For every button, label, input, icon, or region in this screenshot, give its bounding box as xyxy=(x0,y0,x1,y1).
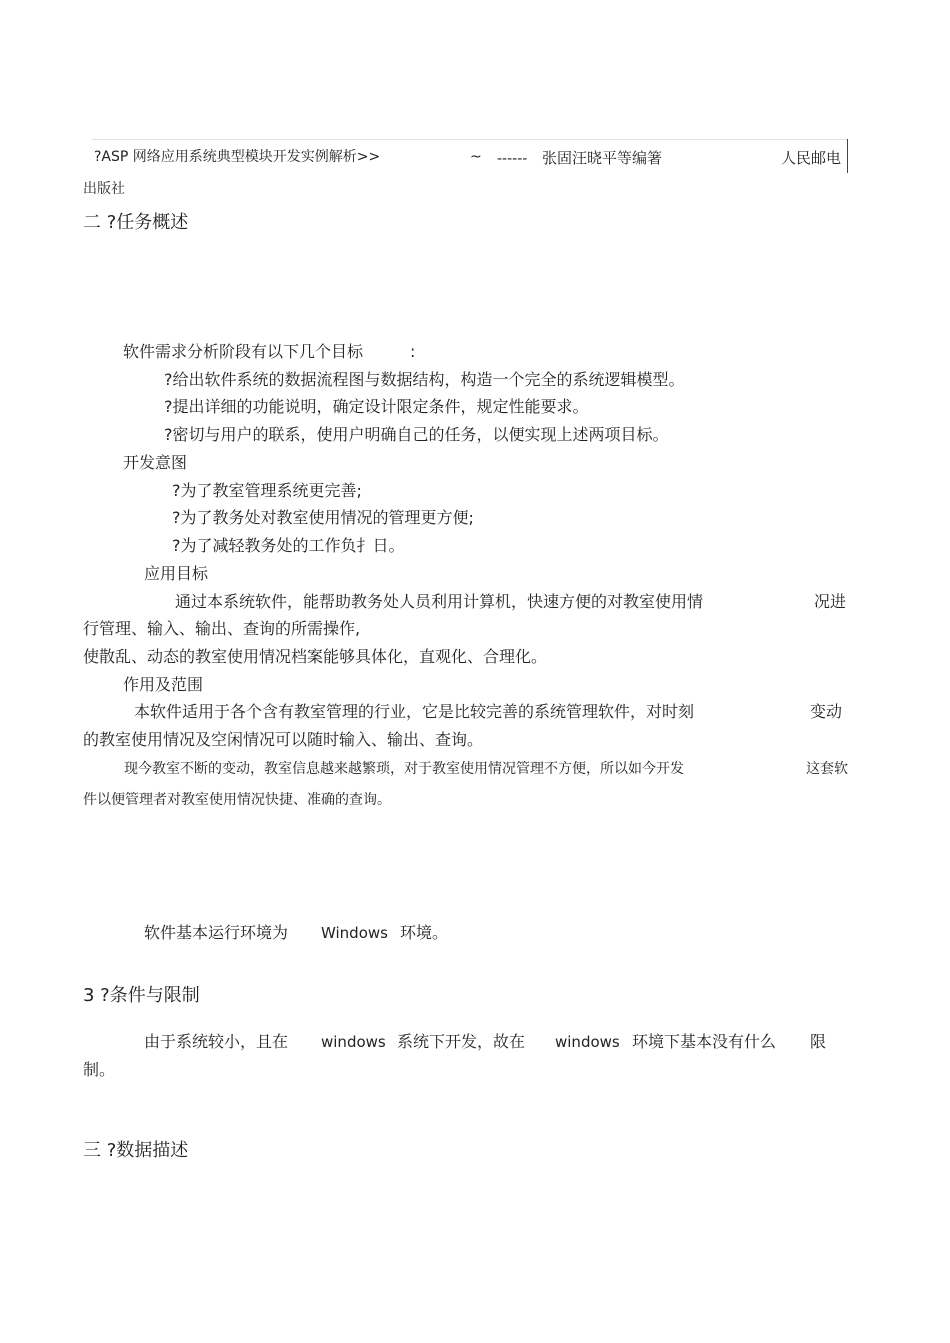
goal-item: ?给出软件系统的数据流程图与数据结构，构造一个完全的系统逻辑模型。 xyxy=(164,370,685,389)
reference-title: ?ASP 网络应用系统典型模块开发实例解析>> xyxy=(94,149,381,165)
conditions-windows: windows xyxy=(555,1033,620,1051)
section-heading-conditions: 3 ?条件与限制 xyxy=(83,985,200,1006)
goal-item: ?密切与用户的联系，使用户明确自己的任务，以便实现上述两项目标。 xyxy=(164,425,669,444)
conditions-text-line2: 制。 xyxy=(83,1060,116,1079)
intent-item: ?为了减轻教务处的工作负扌日。 xyxy=(172,536,405,555)
app-goal-text-line3: 使散乱、动态的教室使用情况档案能够具体化，直观化、合理化。 xyxy=(83,647,548,666)
conditions-text: 由于系统较小，且在 xyxy=(144,1032,289,1051)
scope-text-line2: 的教室使用情况及空闲情况可以随时输入、输出、查询。 xyxy=(83,730,484,749)
environment-prefix: 软件基本运行环境为 xyxy=(144,923,289,942)
environment-suffix: 环境。 xyxy=(400,923,449,942)
scope-text: 本软件适用于各个含有教室管理的行业，它是比较完善的系统管理软件，对时刻 xyxy=(134,702,695,721)
section-heading-data-description: 三 ?数据描述 xyxy=(83,1140,189,1161)
intent-item: ?为了教务处对教室使用情况的管理更方便; xyxy=(172,508,474,527)
environment-windows: Windows xyxy=(321,924,388,942)
conditions-text-end: 限 xyxy=(810,1032,827,1051)
reference-publisher-cont: 出版社 xyxy=(83,181,125,197)
goals-intro: 软件需求分析阶段有以下几个目标 xyxy=(123,342,364,361)
section-heading-task-overview: 二 ?任务概述 xyxy=(83,212,189,233)
intent-heading: 开发意图 xyxy=(123,453,188,472)
conditions-windows: windows xyxy=(321,1033,386,1051)
intent-item: ?为了教室管理系统更完善; xyxy=(172,481,362,500)
background-text-end: 这套软 xyxy=(806,761,848,777)
conditions-text: 系统下开发，故在 xyxy=(397,1032,526,1051)
reference-publisher: 人民邮电 xyxy=(781,149,842,167)
reference-dashes: ------ xyxy=(497,151,528,167)
scope-heading: 作用及范围 xyxy=(123,675,204,694)
goal-item: ?提出详细的功能说明，确定设计限定条件，规定性能要求。 xyxy=(164,397,589,416)
goals-colon: : xyxy=(410,342,416,361)
app-goal-text: 通过本系统软件，能帮助教务处人员利用计算机，快速方便的对教室使用情 xyxy=(175,592,704,611)
conditions-text: 环境下基本没有什么 xyxy=(632,1032,777,1051)
app-goal-text-line2: 行管理、输入、输出、查询的所需操作, xyxy=(83,619,361,638)
header-rule xyxy=(92,139,848,140)
scope-text-end: 变动 xyxy=(810,702,843,721)
reference-authors: 张固汪晓平等编箸 xyxy=(542,149,663,167)
app-goal-text-end: 况进 xyxy=(814,592,847,611)
reference-tilde: ~ xyxy=(470,149,482,165)
header-rule-right xyxy=(847,139,848,173)
background-text: 现今教室不断的变动，教室信息越来越繁琐，对于教室使用情况管理不方便，所以如今开发 xyxy=(124,761,684,777)
background-text-line2: 件以便管理者对教室使用情况快捷、准确的查询。 xyxy=(83,792,391,808)
app-goal-heading: 应用目标 xyxy=(144,564,209,583)
